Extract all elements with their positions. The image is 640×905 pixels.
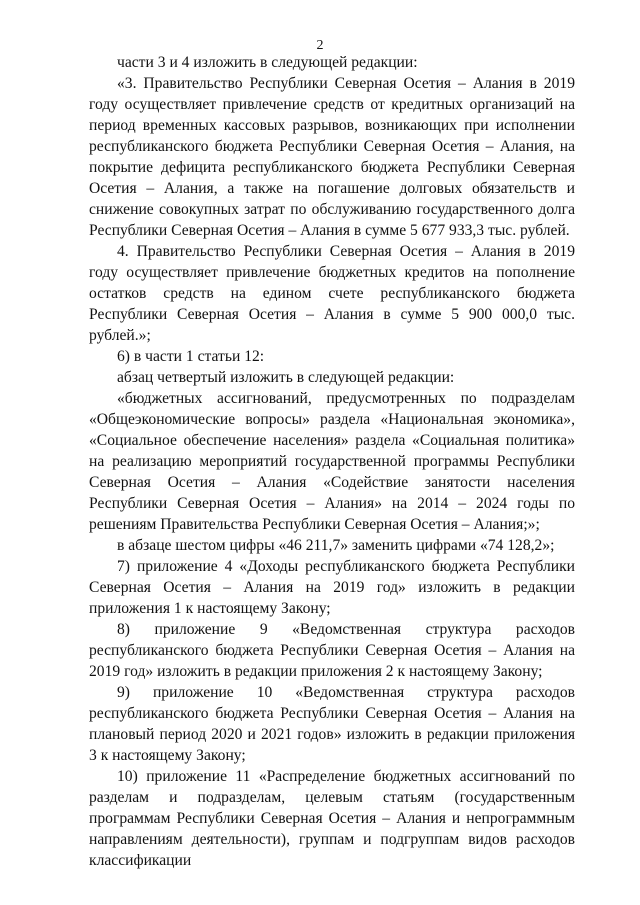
paragraph: «бюджетных ассигнований, предусмотренных по подразделам «Общеэкономические вопросы» раздела «Национальная экономика», «Социальное обеспечение населения» раздела «Социальная политика» на реализацию мероприятий государственной программы Республики Северная Осетия – Алания «Содействие занятости населения Республики Северная Осетия – Алания» на 2014 – 2024 годы по решениям Правительства Республики Северная Осетия – Алания;»; <box>89 390 575 533</box>
paragraph: части 3 и 4 изложить в следующей редакции: <box>117 54 418 71</box>
paragraph: 6) в части 1 статьи 12: <box>117 348 265 365</box>
paragraph: 10) приложение 11 «Распределение бюджетных ассигнований по разделам и подразделам, целевым статьям (государственным программам Республики Северная Осетия – Алания и непрограммным направлениям деятельности), группам и подгруппам видов расходов классификации <box>89 768 575 869</box>
page-number: 2 <box>316 38 324 53</box>
paragraph: абзац четвертый изложить в следующей редакции: <box>117 369 455 386</box>
document-body <box>89 52 575 871</box>
paragraph: 7) приложение 4 «Доходы республиканского бюджета Республики Северная Осетия – Алания на 2019 год» изложить в редакции приложения 1 к настоящему Закону; <box>89 558 575 617</box>
paragraph: в абзаце шестом цифры «46 211,7» заменить цифрами «74 128,2»; <box>117 537 555 554</box>
paragraph: 9) приложение 10 «Ведомственная структура расходов республиканского бюджета Республики Северная Осетия – Алания на плановый период 2020 и 2021 годов» изложить в редакции приложения 3 к настоящему Закону; <box>89 684 575 764</box>
paragraph: «3. Правительство Республики Северная Осетия – Алания в 2019 году осуществляет привлечение средств от кредитных организаций на период временных кассовых разрывов, возникающих при исполнении республиканского бюджета Республики Северная Осетия – Алания, на покрытие дефицита республиканского бюджета Республики Северная Осетия – Алания, а также на погашение долговых обязательств и снижение совокупных затрат по обслуживанию государственного долга Республики Северная Осетия – Алания в сумме 5 677 933,3 тыс. рублей. <box>89 75 575 239</box>
paragraph: 4. Правительство Республики Северная Осетия – Алания в 2019 году осуществляет привлечение бюджетных кредитов на пополнение остатков средств на едином счете республиканского бюджета Республики Северная Осетия – Алания в сумме 5 900 000,0 тыс. рублей.»; <box>89 243 575 344</box>
paragraph: 8) приложение 9 «Ведомственная структура расходов республиканского бюджета Республики Северная Осетия – Алания на 2019 год» изложить в редакции приложения 2 к настоящему Закону; <box>89 621 575 680</box>
